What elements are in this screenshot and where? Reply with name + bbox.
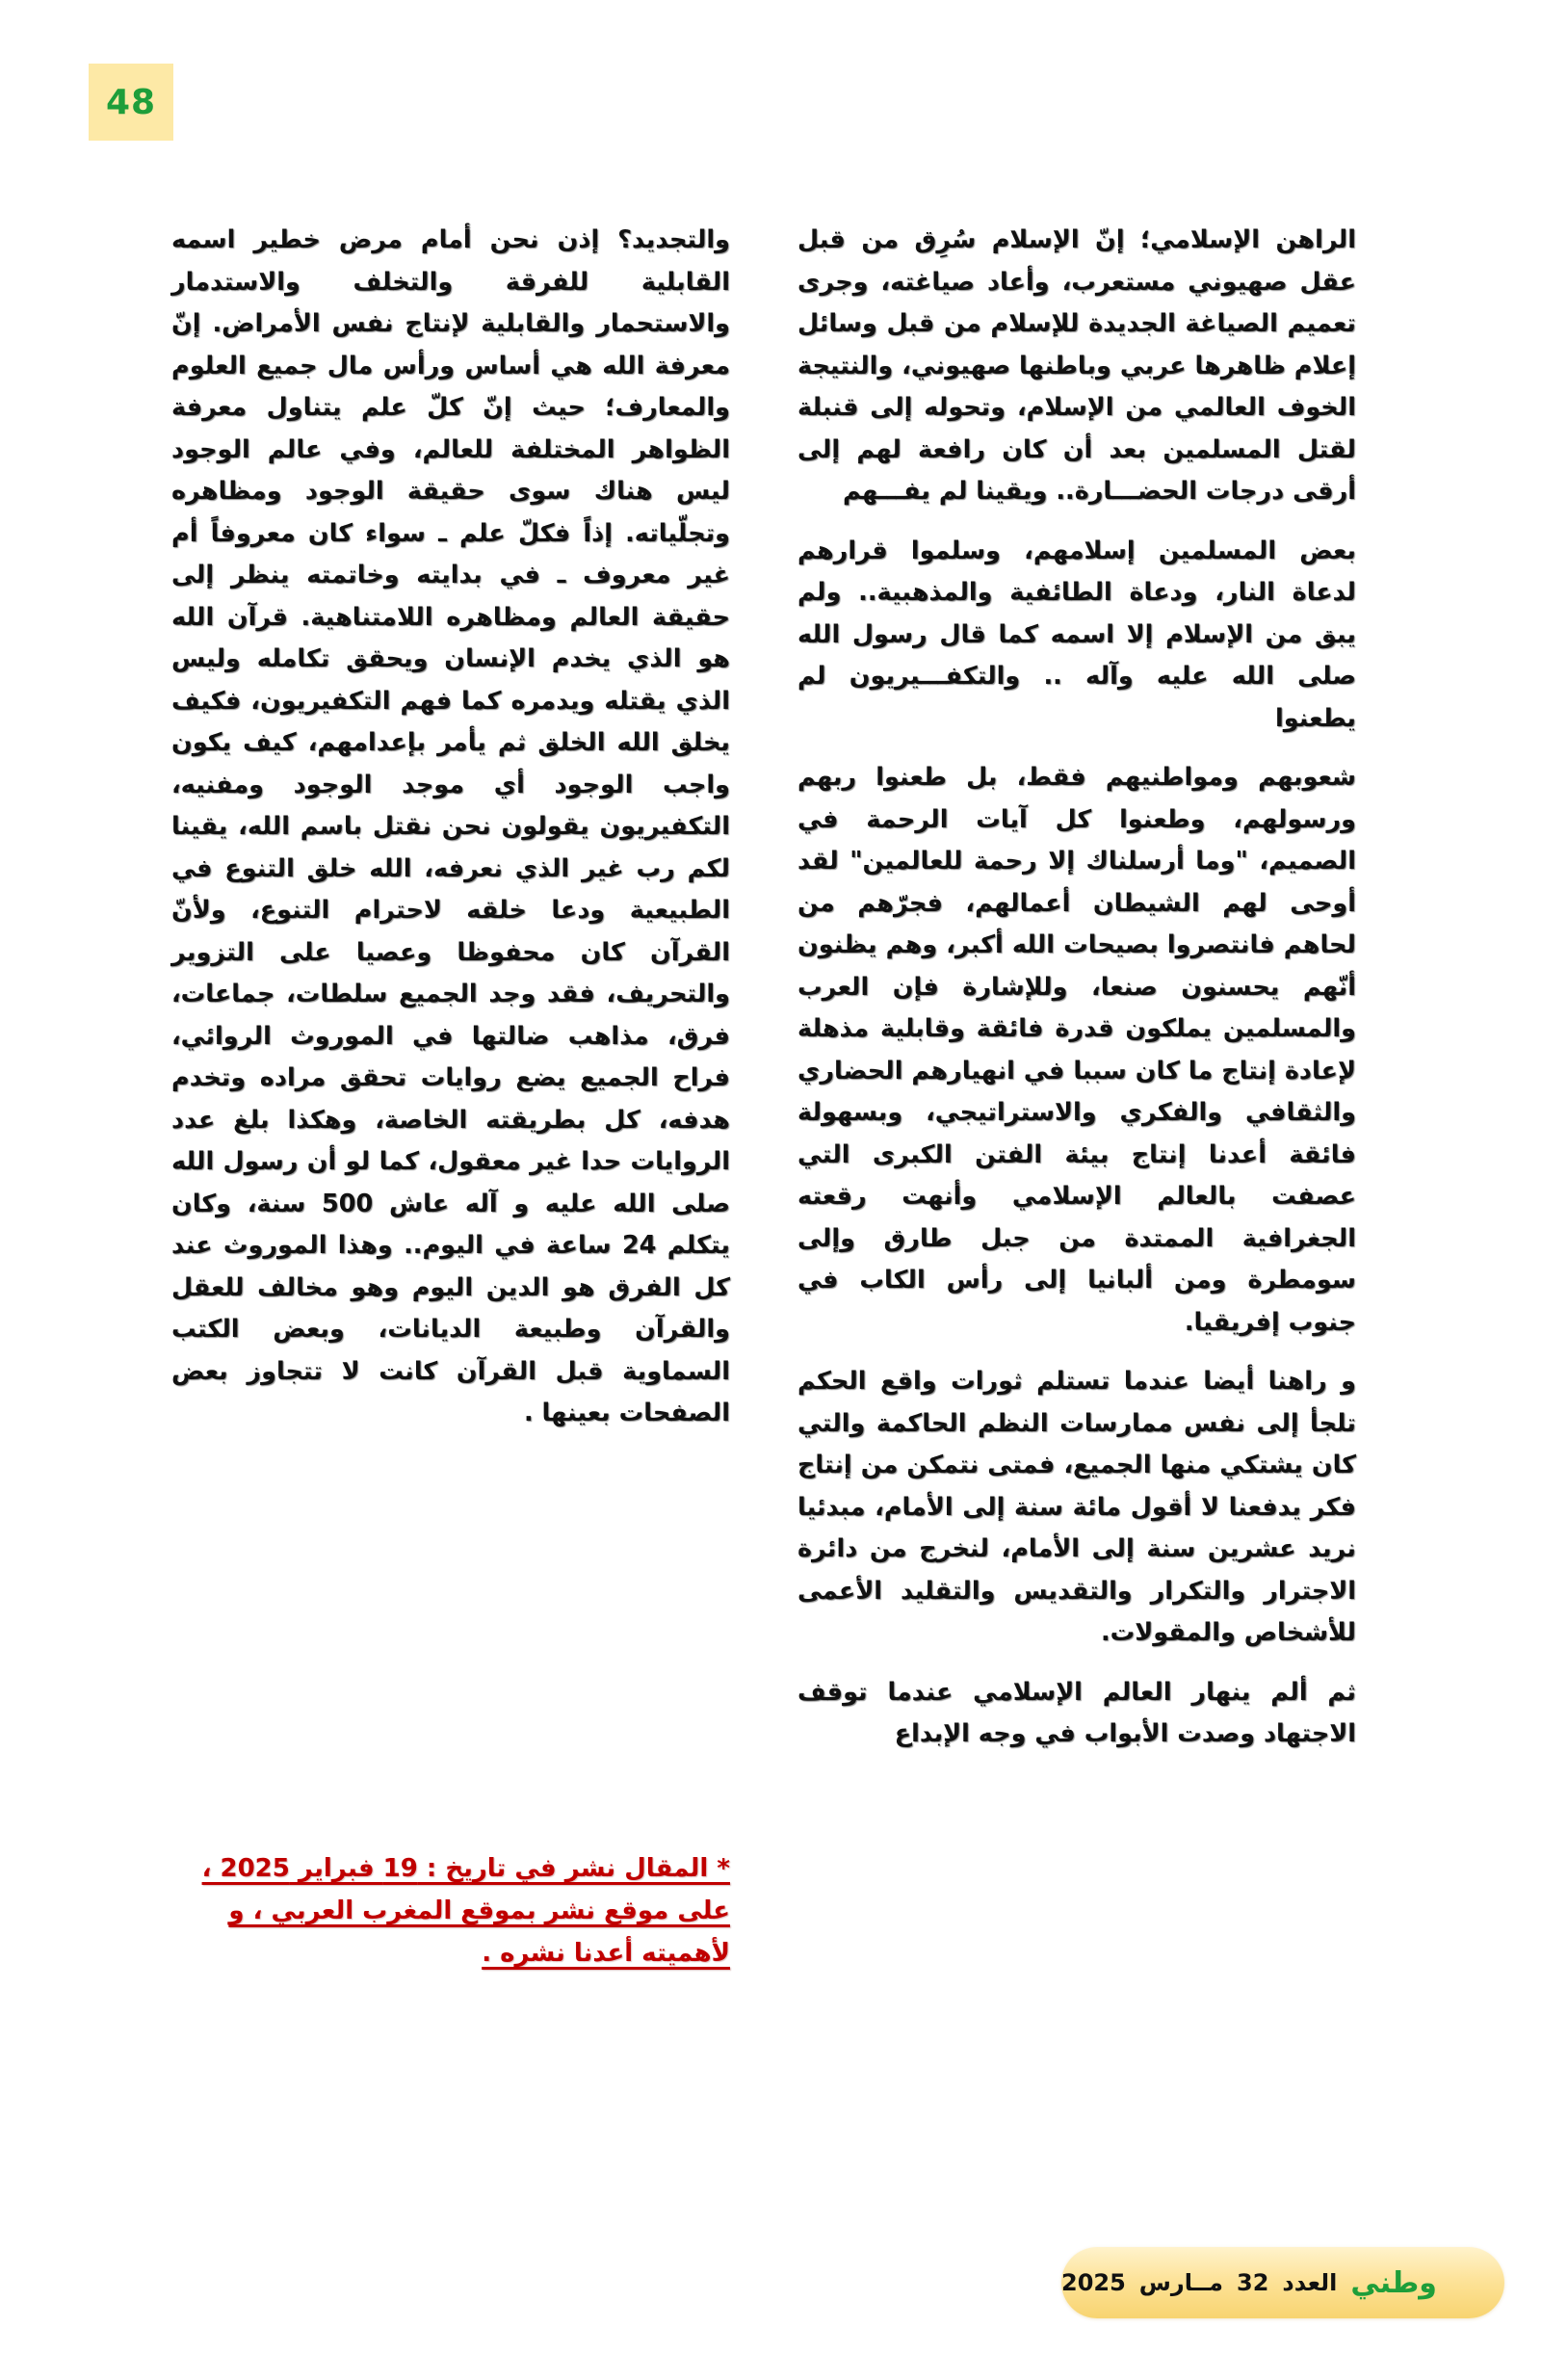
publication-note: * المقال نشر في تاريخ : 19 فبراير 2025 ، على موقع نشر بموقع المغرب العربي ، و لأهميته أعدنا نشره .: [201, 1854, 730, 1968]
article-column-left: [171, 220, 730, 1435]
footer-issue-banner: [1061, 2247, 1504, 2318]
paragraph: و راهنا أيضا عندما تستلم ثورات واقع الحكم تلجأ إلى نفس ممارسات النظم الحاكمة والتي كان يشتكي منها الجميع، فمتى نتمكن من إنتاج فكر يدفعنا لا أقول مائة سنة إلى الأمام، مبدئيا نريد عشرين سنة إلى الأمام، لنخرج من دائرة الاجترار والتكرار والتقديس والتقليد الأعمى للأشخاص والمقولات.: [797, 1367, 1356, 1647]
issue-year: 2025: [1061, 2269, 1126, 2296]
paragraph: شعوبهم ومواطنيهم فقط، بل طعنوا ربهم ورسولهم، وطعنوا كل آيات الرحمة في الصميم، "وما أرسلناك إلا رحمة للعالمين" لقد أوحى لهم الشيطان أعمالهم، فجرّهم من لحاهم فانتصروا بصيحات الله أكبر، وهم يظنون أنّهم يحسنون صنعا، وللإشارة فإن العرب والمسلمين يملكون قدرة فائقة وقابلية مذهلة لإعادة إنتاج ما كان سببا في انهيارهم الحضاري والثقافي والفكري والاستراتيجي، وبسهولة فائقة أعدنا إنتاج بيئة الفتن الكبرى التي عصفت بالعالم الإسلامي وأنهت رقعته الجغرافية الممتدة من جبل طارق وإلى سومطرة ومن ألبانيا إلى رأس الكاب في جنوب إفريقيا.: [797, 763, 1356, 1337]
page-number-box: [89, 64, 173, 141]
paragraph: الراهن الإسلامي؛ إنّ الإسلام سُرِق من قبل عقل صهيوني مستعرب، وأعاد صياغته، وجرى تعميم الصياغة الجديدة للإسلام من قبل وسائل إعلام ظاهرها عربي وباطنها صهيوني، والنتيجة الخوف العالمي من الإسلام، وتحوله إلى قنبلة لقتل المسلمين بعد أن كان رافعة لهم إلى أرقى درجات الحضـــارة.. ويقينا لم يفـــهم: [797, 225, 1356, 506]
paragraph: بعض المسلمين إسلامهم، وسلموا قرارهم لدعاة النار، ودعاة الطائفية والمذهبية.. ولم يبق من الإسلام إلا اسمه كما قال رسول الله صلى الله عليه وآله .. والتكفـــيريون لم يطعنوا: [797, 536, 1356, 733]
paragraph: ثم ألم ينهار العالم الإسلامي عندما توقف الاجتهاد وصدت الأبواب في وجه الإبداع: [797, 1677, 1356, 1748]
article-column-right: [797, 220, 1356, 1773]
magazine-brand: وطني: [1350, 2265, 1437, 2300]
issue-label: العدد: [1282, 2269, 1338, 2296]
issue-month: مــارس: [1138, 2269, 1224, 2296]
page-number: 48: [105, 82, 157, 122]
issue-number: 32: [1237, 2269, 1269, 2296]
paragraph: والتجديد؟ إذن نحن أمام مرض خطير اسمه القابلية للفرقة والتخلف والاستدمار والاستحمار والقابلية لإنتاج نفس الأمراض. إنّ معرفة الله هي أساس ورأس مال جميع العلوم والمعارف؛ حيث إنّ كلّ علم يتناول معرفة الظواهر المختلفة للعالم، وفي عالم الوجود ليس هناك سوى حقيقة الوجود ومظاهره وتجلّياته. إذاً فكلّ علم ـ سواء كان معروفاً أم غير معروف ـ في بدايته وخاتمته ينظر إلى حقيقة العالم ومظاهره اللامتناهية. قرآن الله هو الذي يخدم الإنسان ويحقق تكامله وليس الذي يقتله ويدمره كما فهم التكفيريون، فكيف يخلق الله الخلق ثم يأمر بإعدامهم، كيف يكون واجب الوجود أي موجد الوجود ومفنيه، التكفيريون يقولون نحن نقتل باسم الله، يقينا لكم رب غير الذي نعرفه، الله خلق التنوع في الطبيعية ودعا خلقه لاحترام التنوع، ولأنّ القرآن كان محفوظا وعصيا على التزوير والتحريف، فقد وجد الجميع سلطات، جماعات، فرق، مذاهب ضالتها في الموروث الروائي، فراح الجميع يضع روايات تحقق مراده وتخدم هدفه، كل بطريقته الخاصة، وهكذا بلغ عدد الروايات حدا غير معقول، كما لو أن رسول الله صلى الله عليه و آله عاش 500 سنة، وكان يتكلم 24 ساعة في اليوم.. وهذا الموروث عند كل الفرق هو الدين اليوم وهو مخالف للعقل والقرآن وطبيعة الديانات، وبعض الكتب السماوية قبل القرآن كانت لا تتجاوز بعض الصفحات بعينها .: [171, 225, 730, 1427]
